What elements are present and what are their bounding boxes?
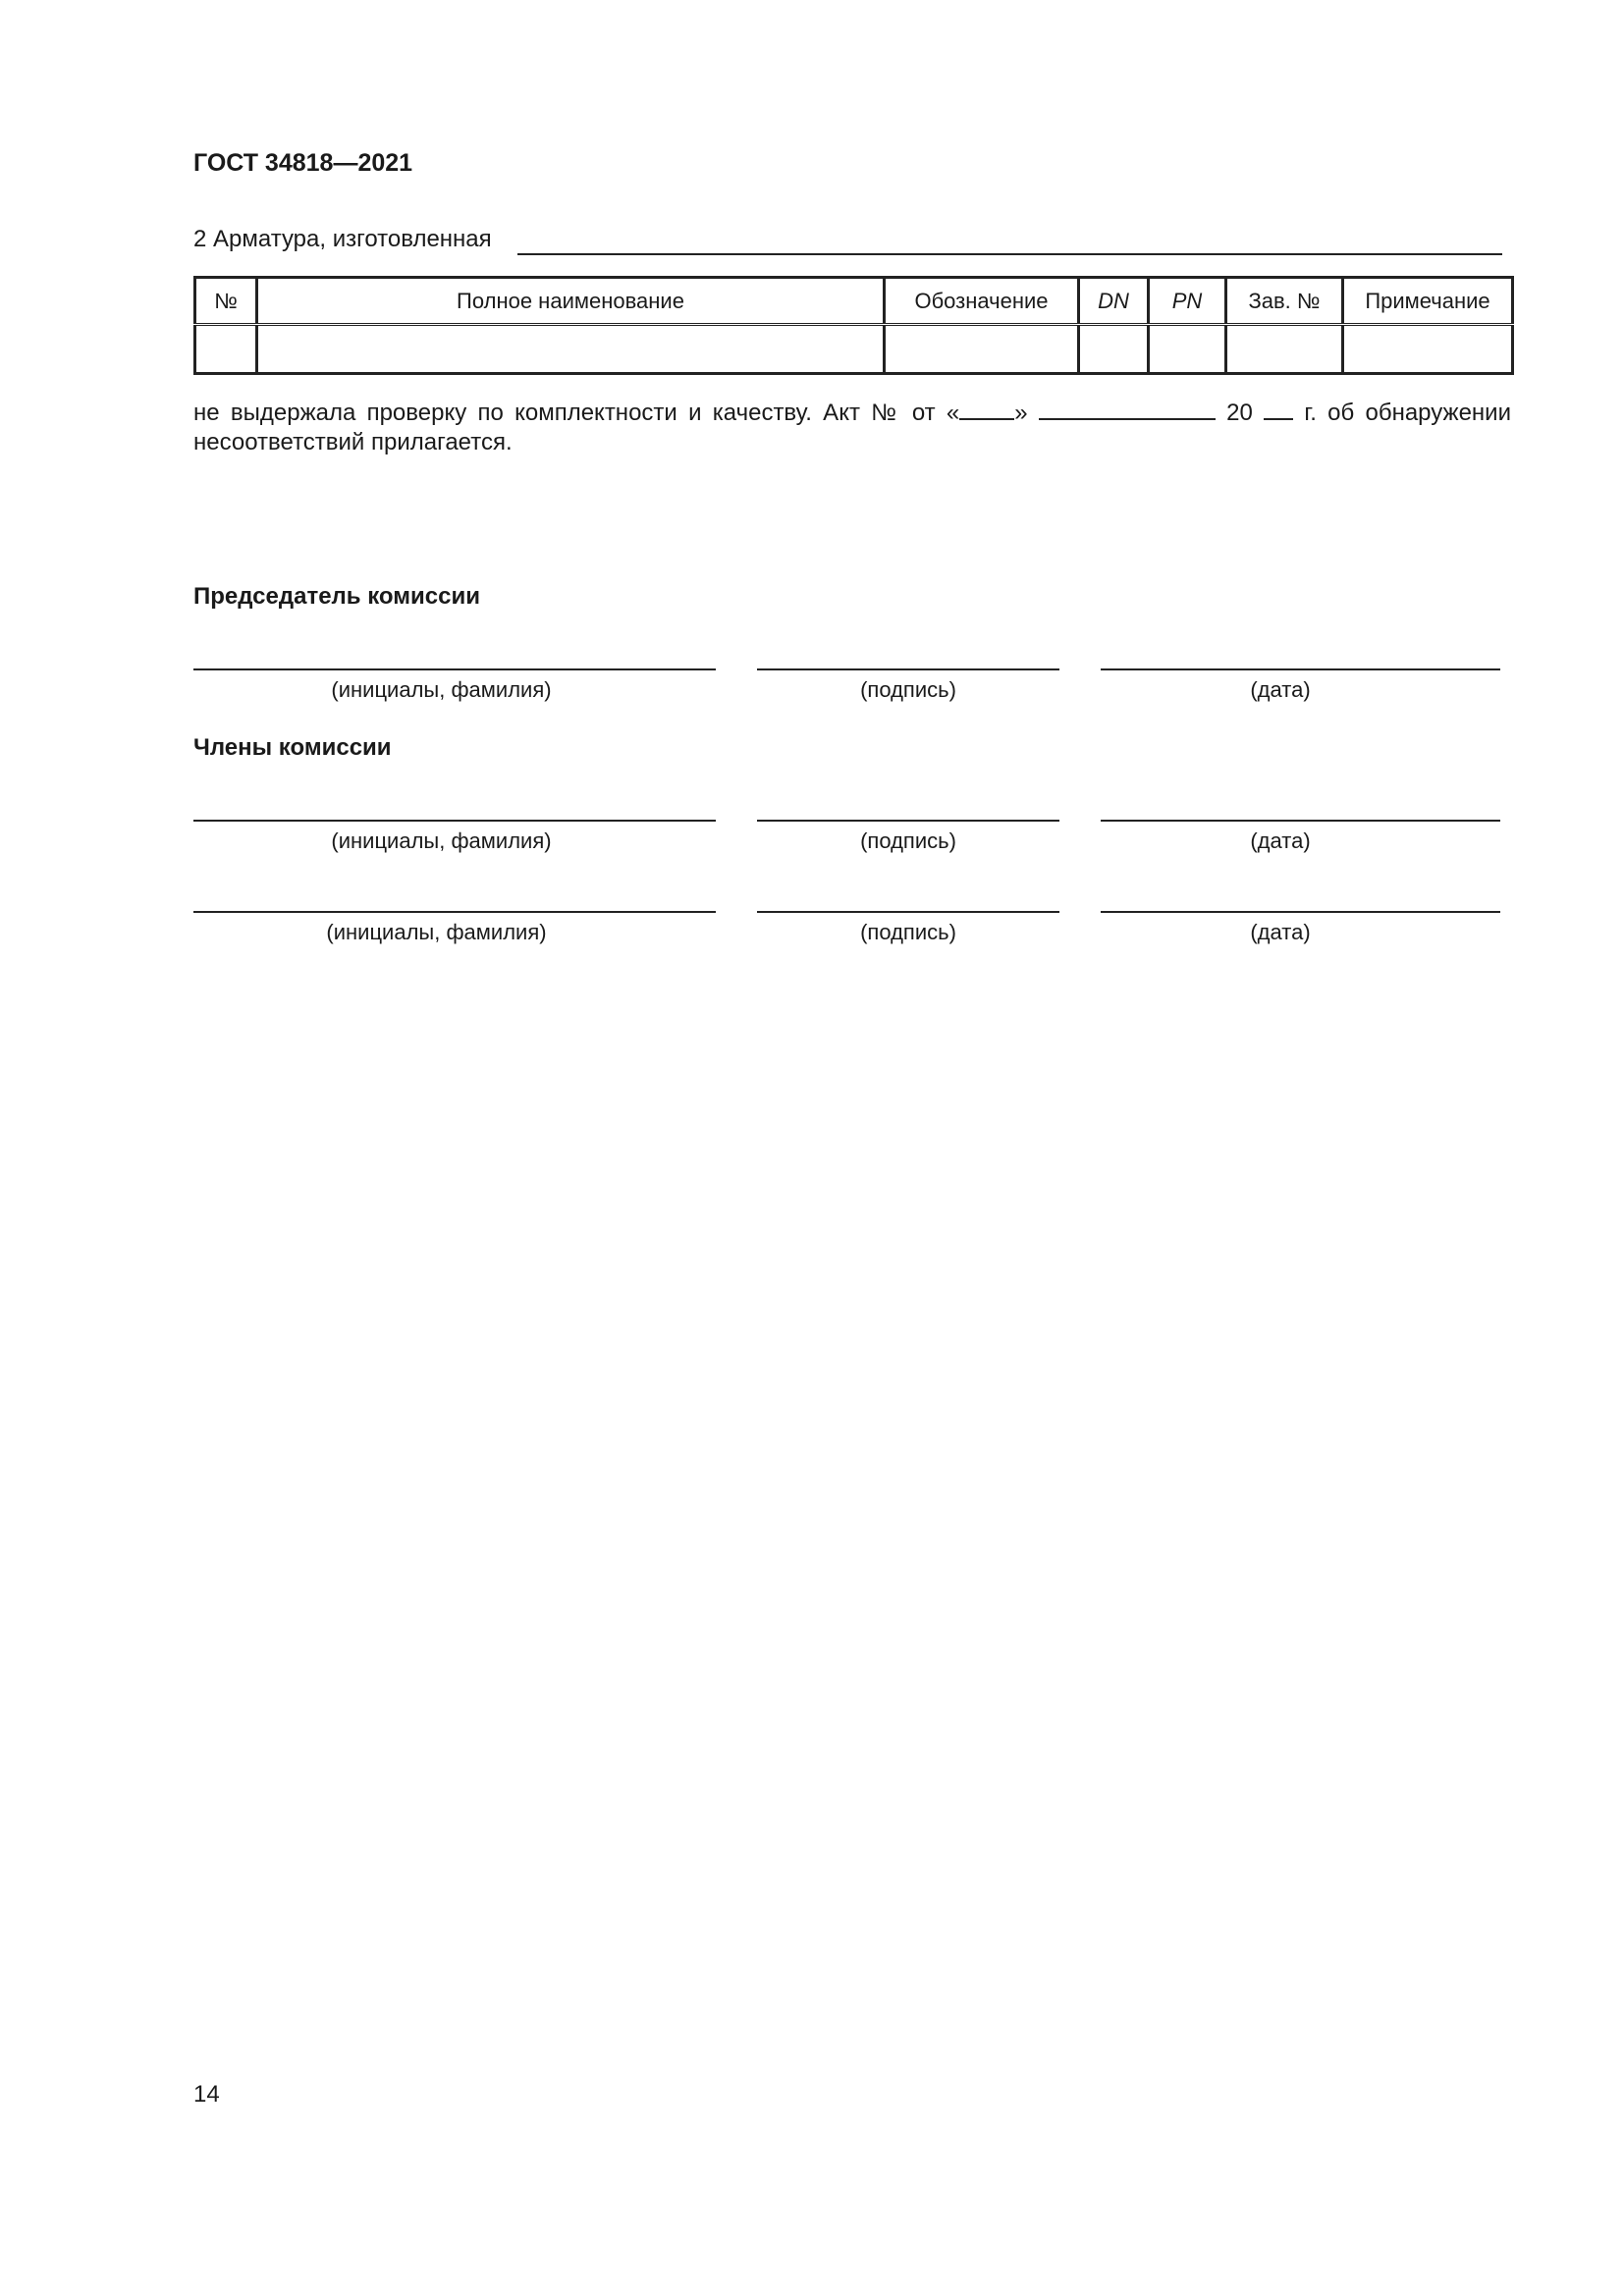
chairman-signature-line[interactable] — [757, 668, 1059, 670]
chairman-heading: Председатель комиссии — [193, 583, 480, 610]
member-signature-line[interactable] — [757, 820, 1059, 822]
act-day-blank[interactable] — [959, 399, 1014, 420]
member-date-caption: (дата) — [1250, 920, 1311, 944]
cell-dn[interactable] — [1079, 325, 1149, 374]
page-number: 14 — [193, 2081, 220, 2108]
cell-note[interactable] — [1343, 325, 1513, 374]
inspection-paragraph — [193, 399, 1511, 457]
table-row — [195, 325, 1513, 374]
member-name-line[interactable] — [193, 820, 716, 822]
cell-full-name[interactable] — [257, 325, 885, 374]
item-label: 2 Арматура, изготовленная — [193, 226, 492, 252]
member-name-caption: (инициалы, фамилия) — [331, 828, 552, 853]
chairman-name-line[interactable] — [193, 668, 716, 670]
column-header-designation: Обозначение — [885, 278, 1079, 325]
act-year-blank[interactable] — [1264, 399, 1293, 420]
column-header-pn: PN — [1149, 278, 1226, 325]
column-header-full-name: Полное наименование — [257, 278, 885, 325]
chairman-signature-caption: (подпись) — [860, 677, 956, 702]
cell-number[interactable] — [195, 325, 257, 374]
paragraph-line-1: не выдержала проверку по комплектности и качеству. Акт № от « » 20 г. об обнаружении — [193, 400, 1511, 426]
manufacturer-fill-line[interactable] — [517, 253, 1502, 255]
member-name-caption: (инициалы, фамилия) — [326, 920, 547, 944]
valves-table — [193, 276, 1514, 375]
member-signature-caption: (подпись) — [860, 828, 956, 853]
act-month-blank[interactable] — [1039, 399, 1216, 420]
member-date-line[interactable] — [1101, 911, 1500, 913]
cell-designation[interactable] — [885, 325, 1079, 374]
table-header-row — [195, 278, 1513, 325]
member-date-caption: (дата) — [1250, 828, 1311, 853]
members-heading: Члены комиссии — [193, 734, 392, 761]
chairman-date-line[interactable] — [1101, 668, 1500, 670]
column-header-number: № — [195, 278, 257, 325]
member-name-line[interactable] — [193, 911, 716, 913]
chairman-name-caption: (инициалы, фамилия) — [331, 677, 552, 702]
chairman-date-caption: (дата) — [1250, 677, 1311, 702]
column-header-note: Примечание — [1343, 278, 1513, 325]
member-signature-line[interactable] — [757, 911, 1059, 913]
member-date-line[interactable] — [1101, 820, 1500, 822]
column-header-serial-number: Зав. № — [1226, 278, 1343, 325]
column-header-dn: DN — [1079, 278, 1149, 325]
paragraph-line-2: несоответствий прилагается. — [193, 429, 513, 455]
member-signature-caption: (подпись) — [860, 920, 956, 944]
document-header: ГОСТ 34818—2021 — [193, 149, 413, 177]
cell-serial-number[interactable] — [1226, 325, 1343, 374]
cell-pn[interactable] — [1149, 325, 1226, 374]
